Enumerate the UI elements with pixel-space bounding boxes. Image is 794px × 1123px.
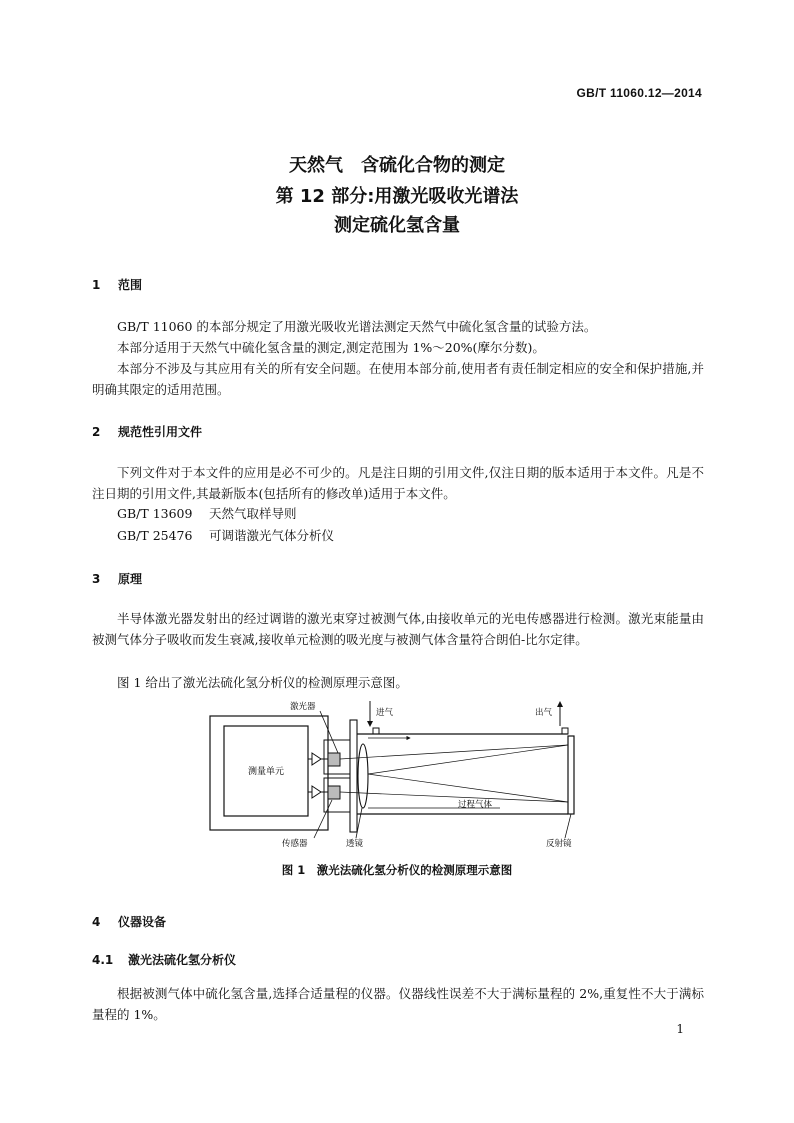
section-3-paragraph-2: 图 1 给出了激光法硫化氢分析仪的检测原理示意图。 bbox=[117, 675, 408, 690]
section-1-paragraph-3: 本部分不涉及与其应用有关的所有安全问题。在使用本部分前,使用者有责任制定相应的安全和保护措施,并明确其限定的适用范围。 bbox=[92, 361, 704, 397]
subsection-number: 4.1 bbox=[92, 953, 114, 967]
laser-emitter-symbol bbox=[312, 753, 321, 765]
normative-reference bbox=[117, 504, 297, 522]
section-3-heading bbox=[92, 570, 142, 587]
section-number: 1 bbox=[92, 278, 101, 292]
mirror-plate bbox=[568, 736, 574, 814]
reference-title: 天然气取样导则 bbox=[209, 506, 297, 521]
sensor-block bbox=[328, 786, 340, 799]
sensor-label: 传感器 bbox=[282, 839, 308, 849]
reference-code: GB/T 13609 bbox=[117, 506, 193, 521]
figure-1-caption: 图 1 激光法硫化氢分析仪的检测原理示意图 bbox=[281, 863, 513, 877]
window-flange bbox=[350, 720, 357, 832]
laser-label: 激光器 bbox=[290, 702, 316, 712]
doc-title-line-3: 测定硫化氢含量 bbox=[334, 215, 460, 236]
section-title: 范围 bbox=[118, 278, 143, 292]
section-number: 3 bbox=[92, 572, 101, 586]
figure-1-diagram bbox=[200, 698, 600, 858]
section-number: 4 bbox=[92, 915, 101, 929]
section-2-heading bbox=[92, 423, 202, 440]
reference-title: 可调谐激光气体分析仪 bbox=[209, 528, 335, 543]
reference-code: GB/T 25476 bbox=[117, 528, 193, 543]
section-4-heading bbox=[92, 913, 166, 930]
section-4-1-heading bbox=[92, 951, 236, 968]
gas-in-label: 进气 bbox=[376, 708, 394, 718]
section-title: 规范性引用文件 bbox=[118, 425, 203, 439]
section-number: 2 bbox=[92, 425, 101, 439]
sensor-symbol bbox=[312, 786, 321, 798]
standard-number: GB/T 11060.12—2014 bbox=[576, 86, 702, 100]
subsection-title: 激光法硫化氢分析仪 bbox=[128, 953, 237, 967]
doc-title-line-1: 天然气 含硫化合物的测定 bbox=[289, 155, 505, 176]
section-2-paragraph-1: 下列文件对于本文件的应用是必不可少的。凡是注日期的引用文件,仅注日期的版本适用于本文件。凡是不注日期的引用文件,其最新版本(包括所有的修改单)适用于本文件。 bbox=[92, 465, 704, 501]
lens-symbol bbox=[358, 744, 368, 808]
gas-out-label: 出气 bbox=[535, 708, 553, 718]
lens-label: 透镜 bbox=[346, 839, 364, 849]
measure-unit-label: 测量单元 bbox=[247, 767, 285, 777]
normative-reference bbox=[117, 526, 334, 544]
section-4-1-paragraph-1: 根据被测气体中硫化氢含量,选择合适量程的仪器。仪器线性误差不大于满标量程的 2%,重复性不大于满标量程的 1%。 bbox=[92, 986, 704, 1022]
section-1-paragraph-1: GB/T 11060 的本部分规定了用激光吸收光谱法测定天然气中硫化氢含量的试验方法。 bbox=[117, 319, 597, 334]
laser-block bbox=[328, 753, 340, 766]
section-title: 原理 bbox=[118, 572, 143, 586]
section-1-paragraph-2: 本部分适用于天然气中硫化氢含量的测定,测定范围为 1%～20%(摩尔分数)。 bbox=[117, 340, 545, 355]
doc-title-line-2: 第 12 部分:用激光吸收光谱法 bbox=[275, 186, 519, 207]
mirror-label: 反射镜 bbox=[546, 839, 572, 849]
section-title: 仪器设备 bbox=[118, 915, 167, 929]
page-number: 1 bbox=[676, 1022, 684, 1036]
process-gas-label: 过程气体 bbox=[458, 800, 493, 810]
section-3-paragraph-1: 半导体激光器发射出的经过调谐的激光束穿过被测气体,由接收单元的光电传感器进行检测。激光束能量由被测气体分子吸收而发生衰减,接收单元检测的吸光度与被测气体含量符合朗伯-比尔定律。 bbox=[92, 611, 704, 647]
section-1-heading bbox=[92, 276, 142, 293]
